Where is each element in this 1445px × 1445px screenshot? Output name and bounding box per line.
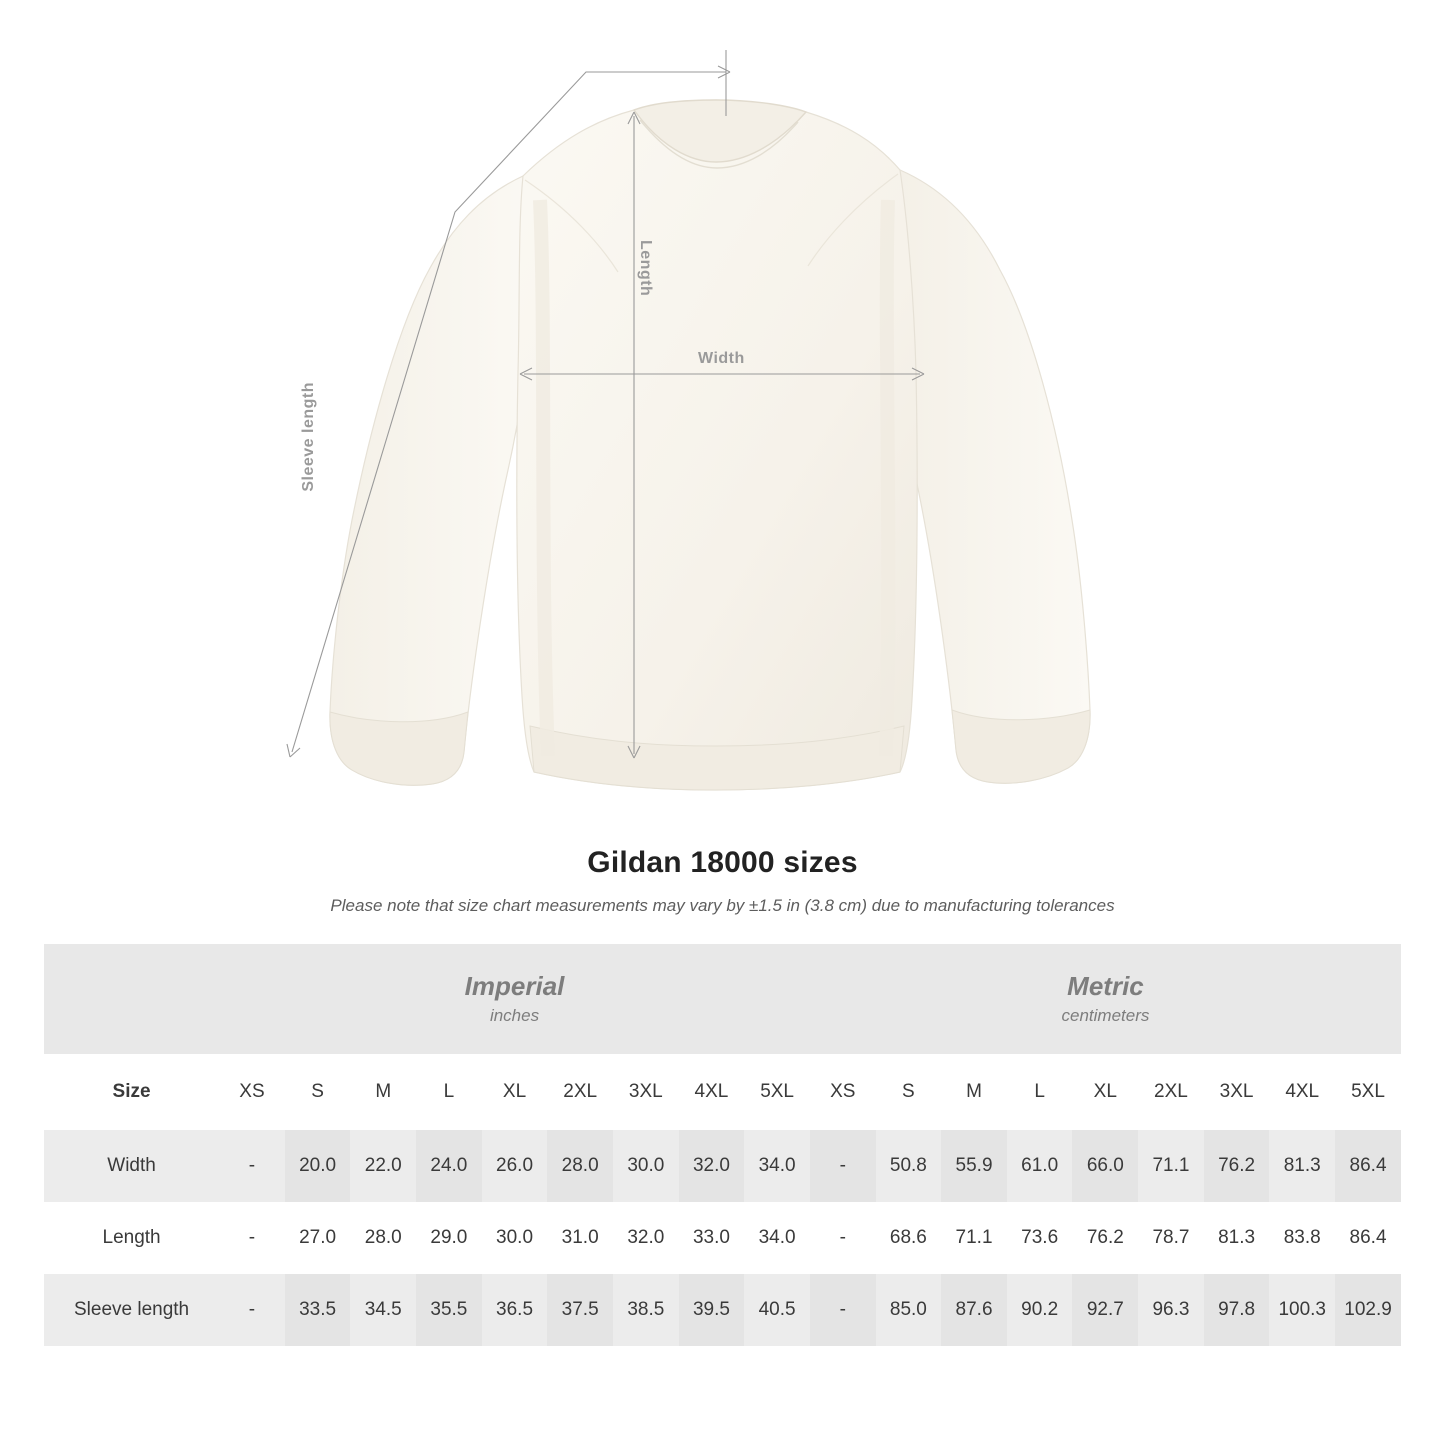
cell-sleeve-met-3: 90.2 [1007, 1274, 1073, 1346]
cell-length-imp-5: 31.0 [547, 1202, 613, 1274]
unit-spacer [44, 944, 219, 1054]
row-label-length: Length [44, 1202, 219, 1274]
unit-group-metric [810, 944, 1401, 1054]
unit-imperial-name: Imperial [464, 970, 565, 1001]
header-col-4: XL [482, 1054, 548, 1130]
cell-length-imp-2: 28.0 [350, 1202, 416, 1274]
cell-width-met-5: 71.1 [1138, 1130, 1204, 1202]
cell-length-imp-6: 32.0 [613, 1202, 679, 1274]
header-col-10: S [876, 1054, 942, 1130]
header-col-8: 5XL [744, 1054, 810, 1130]
header-col-2: M [350, 1054, 416, 1130]
cell-sleeve-met-5: 96.3 [1138, 1274, 1204, 1346]
cell-width-met-2: 55.9 [941, 1130, 1007, 1202]
cell-width-met-8: 86.4 [1335, 1130, 1401, 1202]
size-table-wrap [0, 944, 1445, 1346]
cell-length-met-0: - [810, 1202, 876, 1274]
cell-width-met-7: 81.3 [1269, 1130, 1335, 1202]
length-dimension-label: Length [637, 240, 654, 297]
sweatshirt-shape [330, 100, 1090, 790]
table-row [44, 1202, 1401, 1274]
cell-sleeve-imp-6: 38.5 [613, 1274, 679, 1346]
cell-length-met-1: 68.6 [876, 1202, 942, 1274]
cell-length-met-5: 78.7 [1138, 1202, 1204, 1274]
header-col-7: 4XL [679, 1054, 745, 1130]
column-header-row [44, 1054, 1401, 1130]
header-col-12: L [1007, 1054, 1073, 1130]
cell-length-imp-7: 33.0 [679, 1202, 745, 1274]
cell-width-imp-4: 26.0 [482, 1130, 548, 1202]
cell-sleeve-imp-8: 40.5 [744, 1274, 810, 1346]
size-table [44, 944, 1401, 1346]
header-col-0: XS [219, 1054, 285, 1130]
header-col-17: 5XL [1335, 1054, 1401, 1130]
row-label-width: Width [44, 1130, 219, 1202]
unit-header-row [44, 944, 1401, 1054]
cell-sleeve-met-2: 87.6 [941, 1274, 1007, 1346]
header-size: Size [44, 1054, 219, 1130]
header-col-11: M [941, 1054, 1007, 1130]
header-col-14: 2XL [1138, 1054, 1204, 1130]
row-label-sleeve-length: Sleeve length [44, 1274, 219, 1346]
title-block [0, 846, 1445, 916]
cell-width-imp-2: 22.0 [350, 1130, 416, 1202]
cell-length-met-3: 73.6 [1007, 1202, 1073, 1274]
unit-imperial-sub: inches [489, 1006, 540, 1026]
cell-width-met-3: 61.0 [1007, 1130, 1073, 1202]
table-row [44, 1274, 1401, 1346]
cell-sleeve-met-0: - [810, 1274, 876, 1346]
cell-width-imp-6: 30.0 [613, 1130, 679, 1202]
table-row [44, 1130, 1401, 1202]
cell-sleeve-met-8: 102.9 [1335, 1274, 1401, 1346]
cell-length-met-8: 86.4 [1335, 1202, 1401, 1274]
cell-sleeve-imp-7: 39.5 [679, 1274, 745, 1346]
cell-length-imp-8: 34.0 [744, 1202, 810, 1274]
cell-width-met-4: 66.0 [1072, 1130, 1138, 1202]
tolerance-note: Please note that size chart measurements may vary by ±1.5 in (3.8 cm) due to manufacturing tolerances [330, 896, 1115, 915]
cell-width-imp-3: 24.0 [416, 1130, 482, 1202]
cell-width-imp-8: 34.0 [744, 1130, 810, 1202]
cell-width-imp-1: 20.0 [285, 1130, 351, 1202]
cell-width-imp-5: 28.0 [547, 1130, 613, 1202]
cell-sleeve-imp-5: 37.5 [547, 1274, 613, 1346]
cell-length-met-6: 81.3 [1204, 1202, 1270, 1274]
cell-sleeve-imp-1: 33.5 [285, 1274, 351, 1346]
width-dimension-label: Width [698, 350, 745, 367]
cell-sleeve-met-6: 97.8 [1204, 1274, 1270, 1346]
page-title: Gildan 18000 sizes [587, 846, 858, 879]
unit-metric-name: Metric [1067, 970, 1144, 1001]
cell-width-imp-0: - [219, 1130, 285, 1202]
header-col-5: 2XL [547, 1054, 613, 1130]
cell-sleeve-met-7: 100.3 [1269, 1274, 1335, 1346]
cell-width-met-1: 50.8 [876, 1130, 942, 1202]
cell-sleeve-imp-3: 35.5 [416, 1274, 482, 1346]
cell-length-imp-3: 29.0 [416, 1202, 482, 1274]
cell-width-imp-7: 32.0 [679, 1130, 745, 1202]
header-col-9: XS [810, 1054, 876, 1130]
header-col-13: XL [1072, 1054, 1138, 1130]
cell-length-imp-0: - [219, 1202, 285, 1274]
cell-width-met-6: 76.2 [1204, 1130, 1270, 1202]
cell-length-imp-4: 30.0 [482, 1202, 548, 1274]
cell-width-met-0: - [810, 1130, 876, 1202]
header-col-3: L [416, 1054, 482, 1130]
unit-metric-sub: centimeters [1061, 1006, 1150, 1026]
header-col-1: S [285, 1054, 351, 1130]
cell-length-met-2: 71.1 [941, 1202, 1007, 1274]
cell-length-met-7: 83.8 [1269, 1202, 1335, 1274]
cell-sleeve-met-4: 92.7 [1072, 1274, 1138, 1346]
cell-sleeve-met-1: 85.0 [876, 1274, 942, 1346]
cell-sleeve-imp-2: 34.5 [350, 1274, 416, 1346]
header-col-16: 4XL [1269, 1054, 1335, 1130]
cell-length-imp-1: 27.0 [285, 1202, 351, 1274]
cell-sleeve-imp-4: 36.5 [482, 1274, 548, 1346]
unit-group-imperial [219, 944, 810, 1054]
header-col-15: 3XL [1204, 1054, 1270, 1130]
cell-sleeve-imp-0: - [219, 1274, 285, 1346]
cell-length-met-4: 76.2 [1072, 1202, 1138, 1274]
sleeve-length-dimension-label: Sleeve length [300, 382, 317, 492]
header-col-6: 3XL [613, 1054, 679, 1130]
